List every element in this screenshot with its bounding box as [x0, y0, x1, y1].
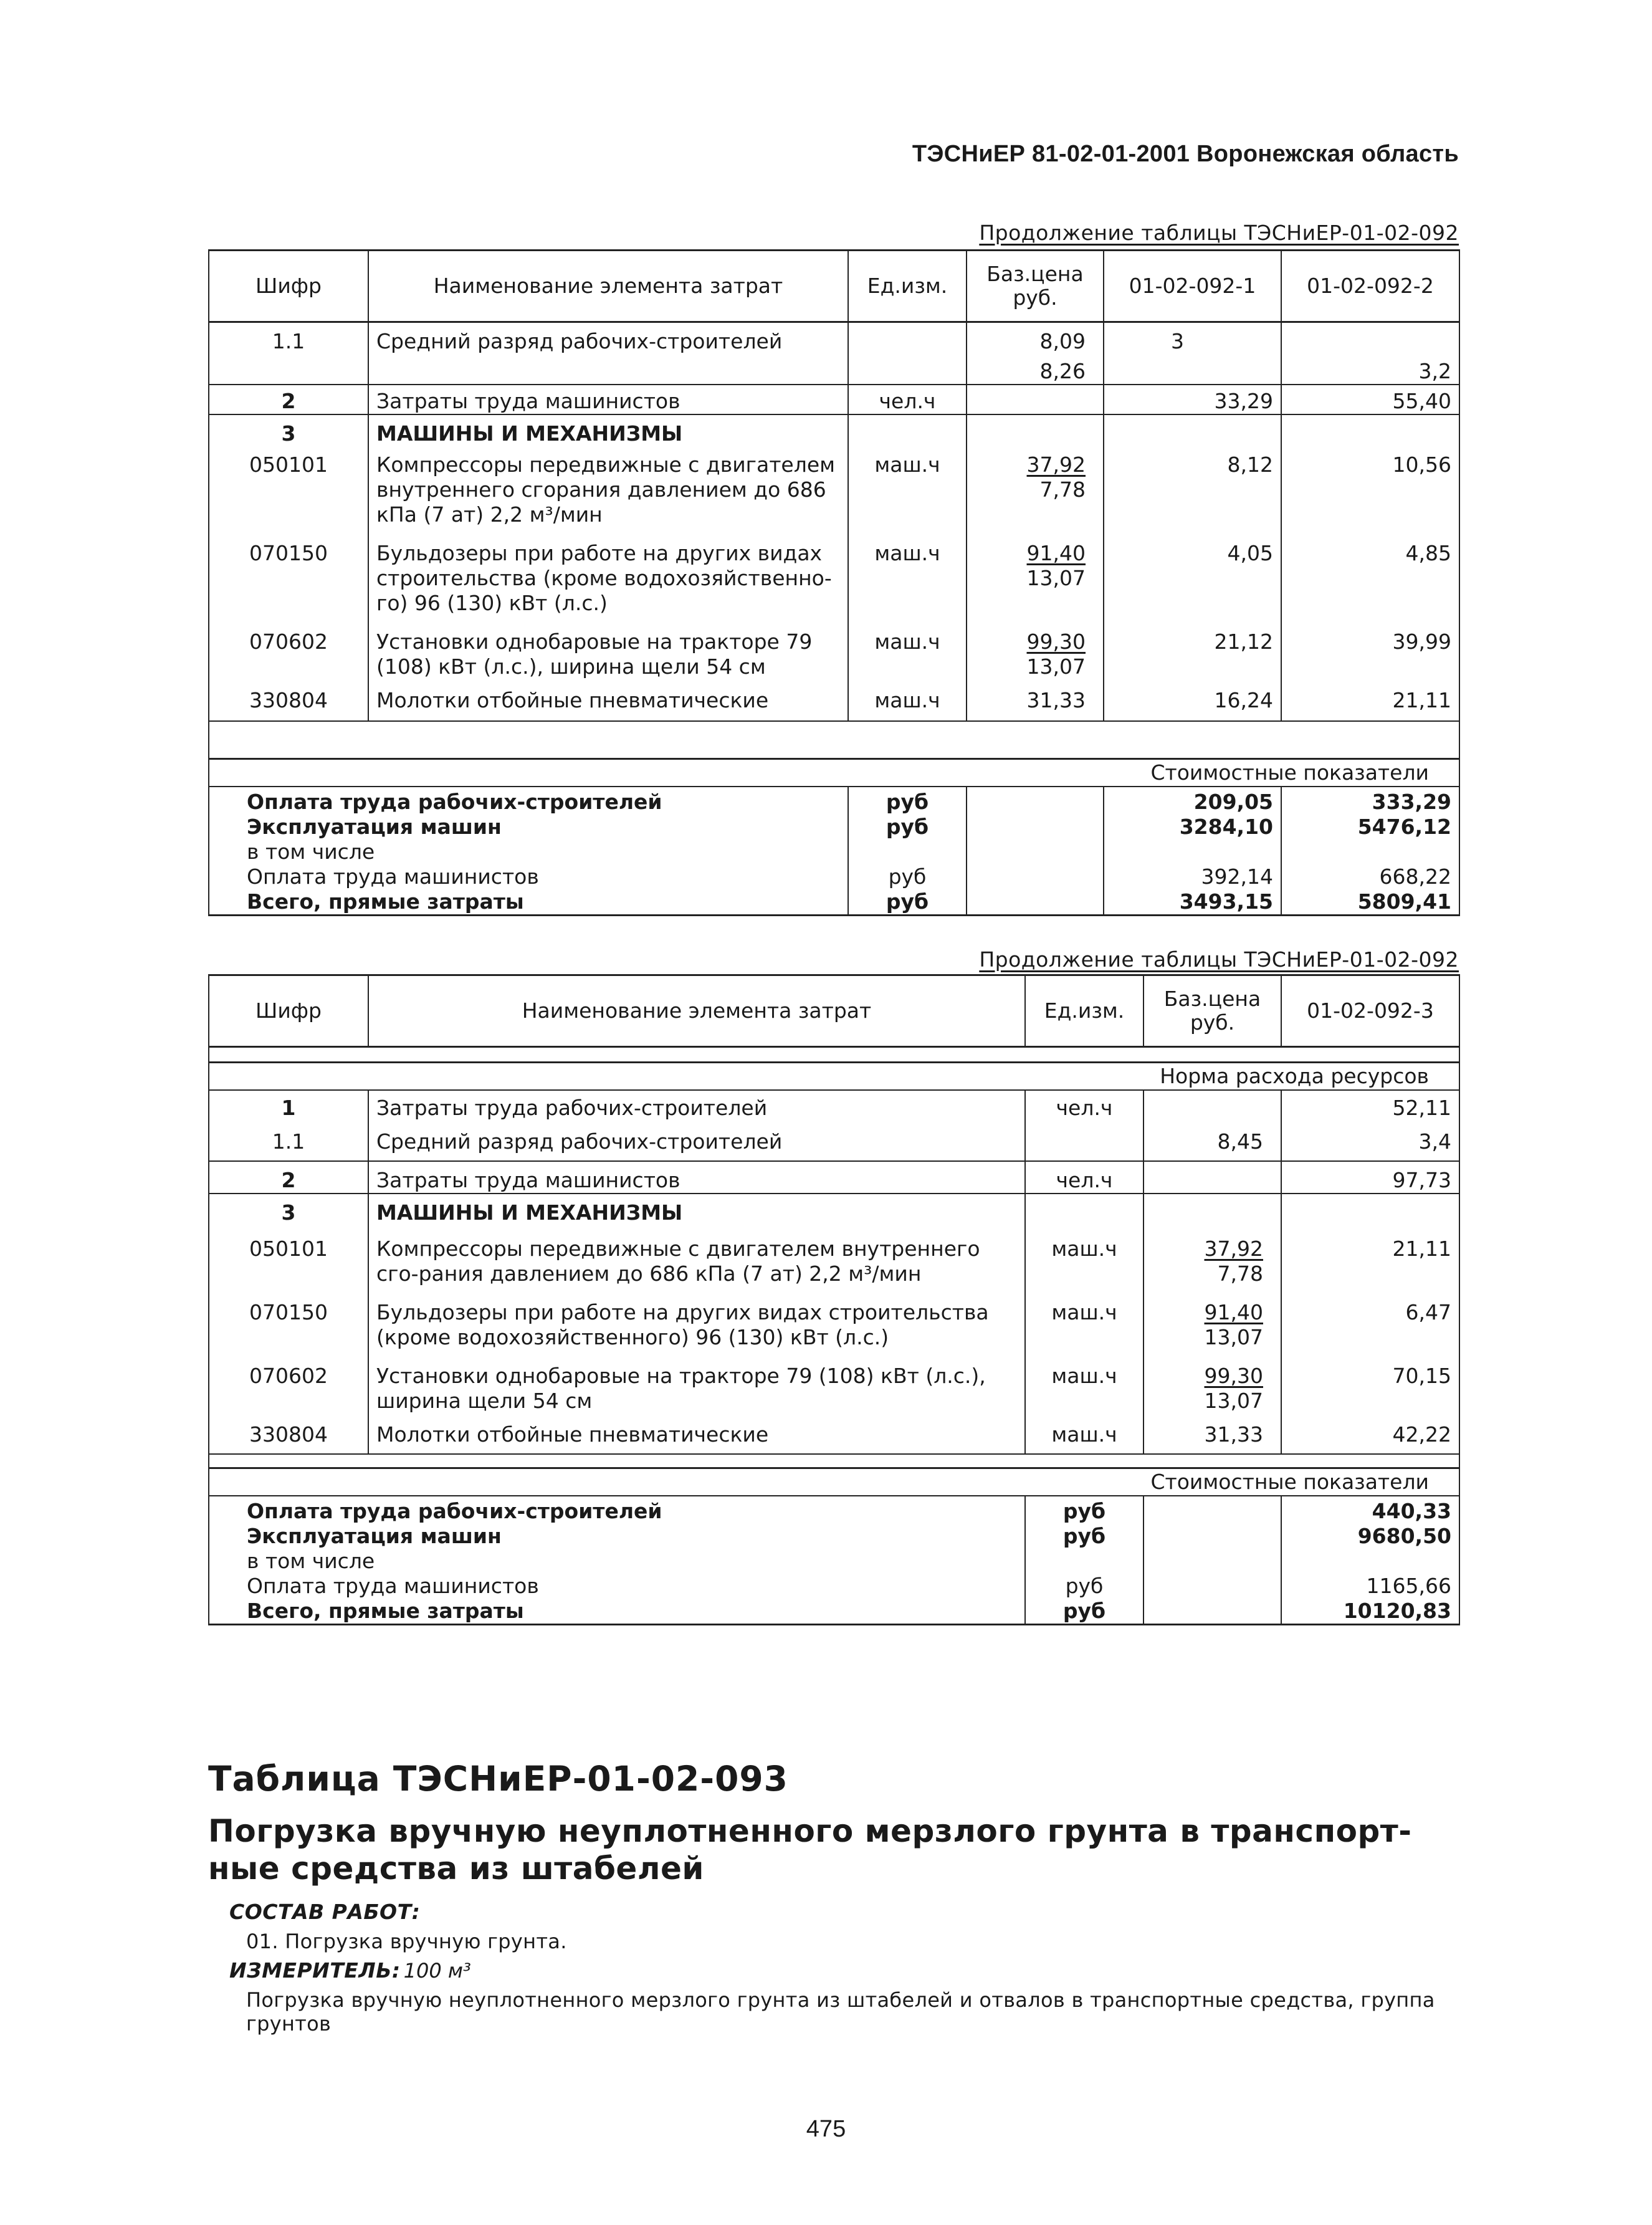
table-row: 2 Затраты труда машинистов чел.ч 97,73 — [209, 1161, 1459, 1194]
meter-label: ИЗМЕРИТЕЛЬ: — [229, 1958, 401, 1983]
col-header-name: Наименование элемента затрат — [368, 975, 1025, 1047]
table-row: 2 Затраты труда машинистов чел.ч 33,29 55,40 — [209, 385, 1459, 414]
col-header-092-1: 01-02-092-1 — [1104, 251, 1281, 322]
total-row: в том числе — [209, 840, 1459, 864]
table-row: 8,26 3,2 — [209, 354, 1459, 385]
table-row: 330804 Молотки отбойные пневматические маш.ч 31,33 42,22 — [209, 1414, 1459, 1454]
table-row: 070602 Установки однобаровые на тракторе 79 (108) кВт (л.с.), ширина щели 54 см маш.ч 99,30 13,07 21,12 39,99 — [209, 616, 1459, 679]
table2-band-top: Норма расхода ресурсов — [209, 1063, 1459, 1091]
work-item: 01. Погрузка вручную грунта. — [246, 1930, 567, 1953]
total-row: Эксплуатация машин руб 3284,10 5476,12 — [209, 815, 1459, 840]
col-header-unit: Ед.изм. — [848, 251, 967, 322]
description: Погрузка вручную неуплотненного мерзлого грунта из штабелей и отвалов в транспортные средства, группа грунтов — [246, 1988, 1435, 2036]
total-row: в том числе — [209, 1549, 1459, 1574]
table-row: 070150 Бульдозеры при работе на других видах строительства (кроме водохозяйственного) 96 (130) кВт (л.с.) маш.ч 91,40 13,07 6,47 — [209, 1286, 1459, 1350]
total-row: Оплата труда машинистов руб 1165,66 — [209, 1574, 1459, 1599]
table-row: 330804 Молотки отбойные пневматические маш.ч 31,33 16,24 21,11 — [209, 679, 1459, 721]
table1-header-row — [209, 251, 1459, 322]
meter-value: 100 м³ — [403, 1959, 471, 1983]
table-row: 050101 Компрессоры передвижные с двигателем внутреннего сго-рания давлением до 686 кПа (7 ат) 2,2 м³/мин маш.ч 37,92 7,78 21,11 — [209, 1225, 1459, 1286]
table-row: 1 Затраты труда рабочих-строителей чел.ч 52,11 — [209, 1090, 1459, 1121]
table-title: Таблица ТЭСНиЕР-01-02-093 — [208, 1759, 788, 1799]
meter-line — [229, 1958, 471, 1983]
table2-continuation: Продолжение таблицы ТЭСНиЕР-01-02-092 — [979, 947, 1459, 972]
table2-band: Стоимостные показатели — [209, 1468, 1459, 1496]
total-row: Оплата труда рабочих-строителей руб 209,05 333,29 — [209, 787, 1459, 815]
section-heading: Погрузка вручную неуплотненного мерзлого грунта в транспорт-ные средства из штабелей — [208, 1813, 1412, 1887]
table-row: 1.1 Средний разряд рабочих-строителей 8,45 3,4 — [209, 1121, 1459, 1161]
page-number: 475 — [806, 2116, 846, 2142]
table2-header-row — [209, 975, 1459, 1047]
table-row: 3 МАШИНЫ И МЕХАНИЗМЫ — [209, 414, 1459, 446]
col-header-unit: Ед.изм. — [1025, 975, 1144, 1047]
total-row: Эксплуатация машин руб 9680,50 — [209, 1524, 1459, 1549]
total-row: Всего, прямые затраты руб 3493,15 5809,41 — [209, 889, 1459, 916]
table-row: 070150 Бульдозеры при работе на других видах строительства (кроме водохозяйственно-го) 96 (130) кВт (л.с.) маш.ч 91,40 13,07 4,05 4,85 — [209, 527, 1459, 616]
col-header-name: Наименование элемента затрат — [368, 251, 848, 322]
running-header: ТЭСНиЕР 81-02-01-2001 Воронежская область — [912, 141, 1459, 167]
total-row: Оплата труда рабочих-строителей руб 440,33 — [209, 1496, 1459, 1524]
table2 — [208, 974, 1460, 1625]
table1 — [208, 249, 1460, 916]
table1-band: Стоимостные показатели — [209, 759, 1459, 787]
table-row: 3 МАШИНЫ И МЕХАНИЗМЫ — [209, 1194, 1459, 1225]
table-row: 070602 Установки однобаровые на тракторе 79 (108) кВт (л.с.), ширина щели 54 см маш.ч 99,30 13,07 70,15 — [209, 1350, 1459, 1414]
total-row: Оплата труда машинистов руб 392,14 668,22 — [209, 864, 1459, 889]
col-header-092-2: 01-02-092-2 — [1281, 251, 1459, 322]
total-row: Всего, прямые затраты руб 10120,83 — [209, 1599, 1459, 1625]
col-header-price: Баз.цена руб. — [1144, 975, 1281, 1047]
col-header-092-3: 01-02-092-3 — [1281, 975, 1459, 1047]
table-row: 1.1 Средний разряд рабочих-строителей 8,09 3 — [209, 322, 1459, 355]
work-composition-label: СОСТАВ РАБОТ: — [229, 1900, 421, 1924]
col-header-price: Баз.цена руб. — [967, 251, 1104, 322]
table-row: 050101 Компрессоры передвижные с двигателем внутреннего сгорания давлением до 686 кПа (7 ат) 2,2 м³/мин маш.ч 37,92 7,78 8,12 10,56 — [209, 446, 1459, 527]
col-header-code: Шифр — [209, 975, 368, 1047]
col-header-code: Шифр — [209, 251, 368, 322]
table1-continuation: Продолжение таблицы ТЭСНиЕР-01-02-092 — [979, 221, 1459, 245]
